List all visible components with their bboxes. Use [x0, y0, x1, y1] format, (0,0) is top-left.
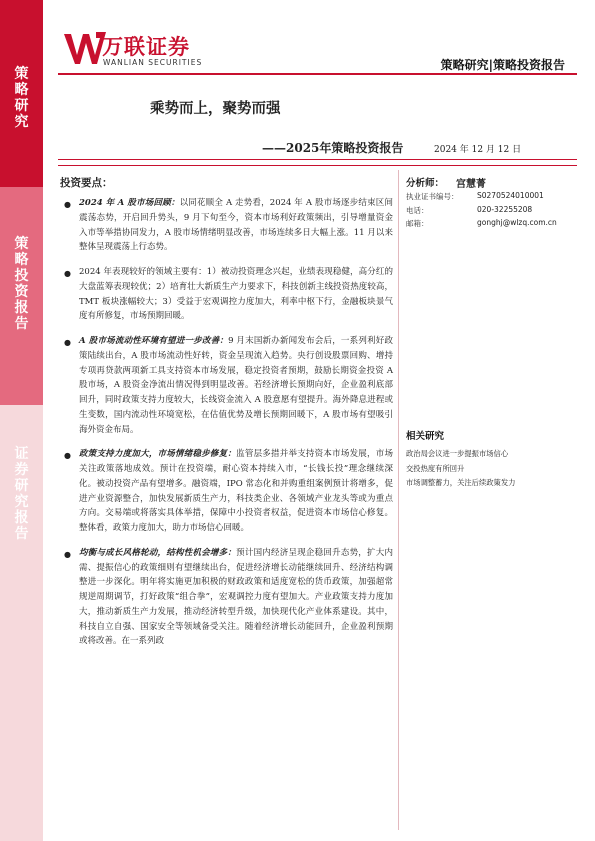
email-label: 邮箱： [406, 219, 429, 228]
phone-label: 电话： [406, 205, 429, 215]
bullet-text: 监管层多措并举支持资本市场发展，市场关注政策落地成效。预计在投资端，耐心资本持续入市，“长钱长投”理念继续深化。被动投资产品有望增多。融资端，IPO 常态化和并购重组案例预计将增多，促进产业资源整合，加快发展新质生产力，科技类企业、各领域产业龙头等或为重点方向。交易端或将落实具体举措，保障中小投资者权益，促进资本市场信心修复。整体看，政策力度加大，助力市场信心回暖。 [79, 449, 393, 533]
report-title: 乘势而上，聚势而强 [150, 101, 281, 117]
report-subtitle: ——2025年策略投资报告 [262, 141, 404, 155]
list-item [60, 334, 393, 437]
related-research-item[interactable]: 政治局会议进一步提振市场信心 [406, 449, 509, 458]
bullet-icon: ● [64, 451, 71, 461]
bullet-text: 预计国内经济呈现企稳回升态势，扩大内需、提振信心的政策细则有望继续出台，促进经济增长动能继续回升、经济结构调整进一步深化。明年将实施更加积极的财政政策和适度宽松的货币政策，加强超常规逆周期调节，打好政策“组合拳”，宏观调控力度有望加大。产业政策支持力度加大，推动新质生产力发展，推动经济转型升级，加快现代化产业体系建设。其中，科技自立自强、国家安全等领域备受关注。随着经济增长动能回升，企业盈利预期或将改善。在一系列政 [79, 547, 393, 647]
key-points-list [60, 196, 393, 649]
bullet-lead: A 股市场流动性环境有望进一步改善： [79, 336, 229, 346]
list-item [60, 196, 393, 255]
logo-english-name: WANLIAN SECURITIES [103, 58, 203, 67]
bullet-text: 9 月末国新办新闻发布会后，一系列利好政策陆续出台，A 股市场流动性好转，资金呈现流入趋势。央行创设股票回购、增持专项再贷款两项新工具支持资本市场发展，稳定投资者预期，鼓励长期资金投资 A 股市场，A 股资金净流出情况得到明显改善。若经济增长预期向好，企业盈利底部回升，同时政策支持力度较大，长线资金流入 A 股意愿有望提升。海外降息进程或生变数，国内流动性环境宽松，在估值优势及增长预期回暖下，A 股市场有望吸引海外资金布局。 [79, 336, 393, 435]
sidebar-label-strategy-research: 策 略 研 究 [14, 66, 29, 130]
bullet-icon: ● [64, 338, 71, 347]
phone-number: 020-32255208 [477, 204, 533, 214]
bullet-lead: 均衡与成长风格轮动，结构性机会增多： [79, 547, 237, 558]
analyst-name-row [406, 175, 576, 191]
analyst-phone-row [406, 205, 576, 219]
sidebar-label-strategy-report: 策 略 投 资 报 告 [14, 236, 29, 332]
related-research [406, 428, 586, 491]
related-research-heading: 相关研究 [406, 431, 445, 442]
title-rule-bottom [58, 165, 577, 166]
bullet-lead: 政策支持力度加大，市场情绪稳步修复： [79, 449, 237, 460]
title-rule-top [58, 159, 577, 160]
analyst-label: 分析师： [406, 178, 445, 189]
related-research-item[interactable]: 市场调整蓄力，关注后续政策发力 [406, 478, 516, 487]
bullet-text: 2024 年表现较好的领域主要有：1）被动投资理念兴起，业绩表现稳健，高分红的大盘蓝筹表现较优；2）培育壮大新质生产力要求下，科技创新主线投资热度较高，TMT 板块涨幅较大；3）受益于宏观调控力度加大，利率中枢下行，金融板块景气度有所修复，市场预期回暖。 [79, 267, 393, 322]
analyst-email-row [406, 218, 576, 232]
list-item [60, 546, 393, 649]
header-rule [58, 73, 577, 75]
sidebar [0, 0, 43, 841]
bullet-icon: ● [64, 200, 71, 209]
column-divider [398, 170, 399, 830]
list-item [60, 265, 393, 324]
list-item [60, 447, 393, 536]
email-address[interactable]: gonghj@wlzq.com.cn [477, 218, 557, 227]
analyst-cert-row [406, 191, 576, 205]
bullet-text: 以同花顺全 A 走势看，2024 年 A 股市场逐步结束区间震荡态势，开启回升势头，9 月下旬至今，资本市场利好政策频出，引导增量资金入市等举措协同发力，A 股市场情绪明显改善，市场连续多日大幅上涨。11 月以来整体呈现震荡上行态势。 [79, 198, 394, 253]
bullet-icon: ● [64, 549, 71, 559]
report-date: 2024 年 12 月 12 日 [434, 145, 522, 155]
cert-label: 执业证书编号： [406, 192, 459, 201]
analyst-name: 宫慧菁 [456, 179, 486, 190]
logo-chinese-name: 万联证券 [102, 35, 190, 59]
sidebar-label-securities-report: 证 券 研 究 报 告 [14, 446, 29, 542]
analyst-info [406, 175, 576, 232]
bullet-icon: ● [64, 269, 71, 278]
report-type-label: 策略研究|策略投资报告 [440, 58, 565, 72]
related-research-item[interactable]: 交投热度有所回升 [406, 463, 465, 473]
key-points-heading: 投资要点： [60, 177, 113, 189]
bullet-lead: 2024 年 A 股市场回顾： [79, 198, 180, 208]
cert-number: S0270524010001 [477, 191, 544, 200]
